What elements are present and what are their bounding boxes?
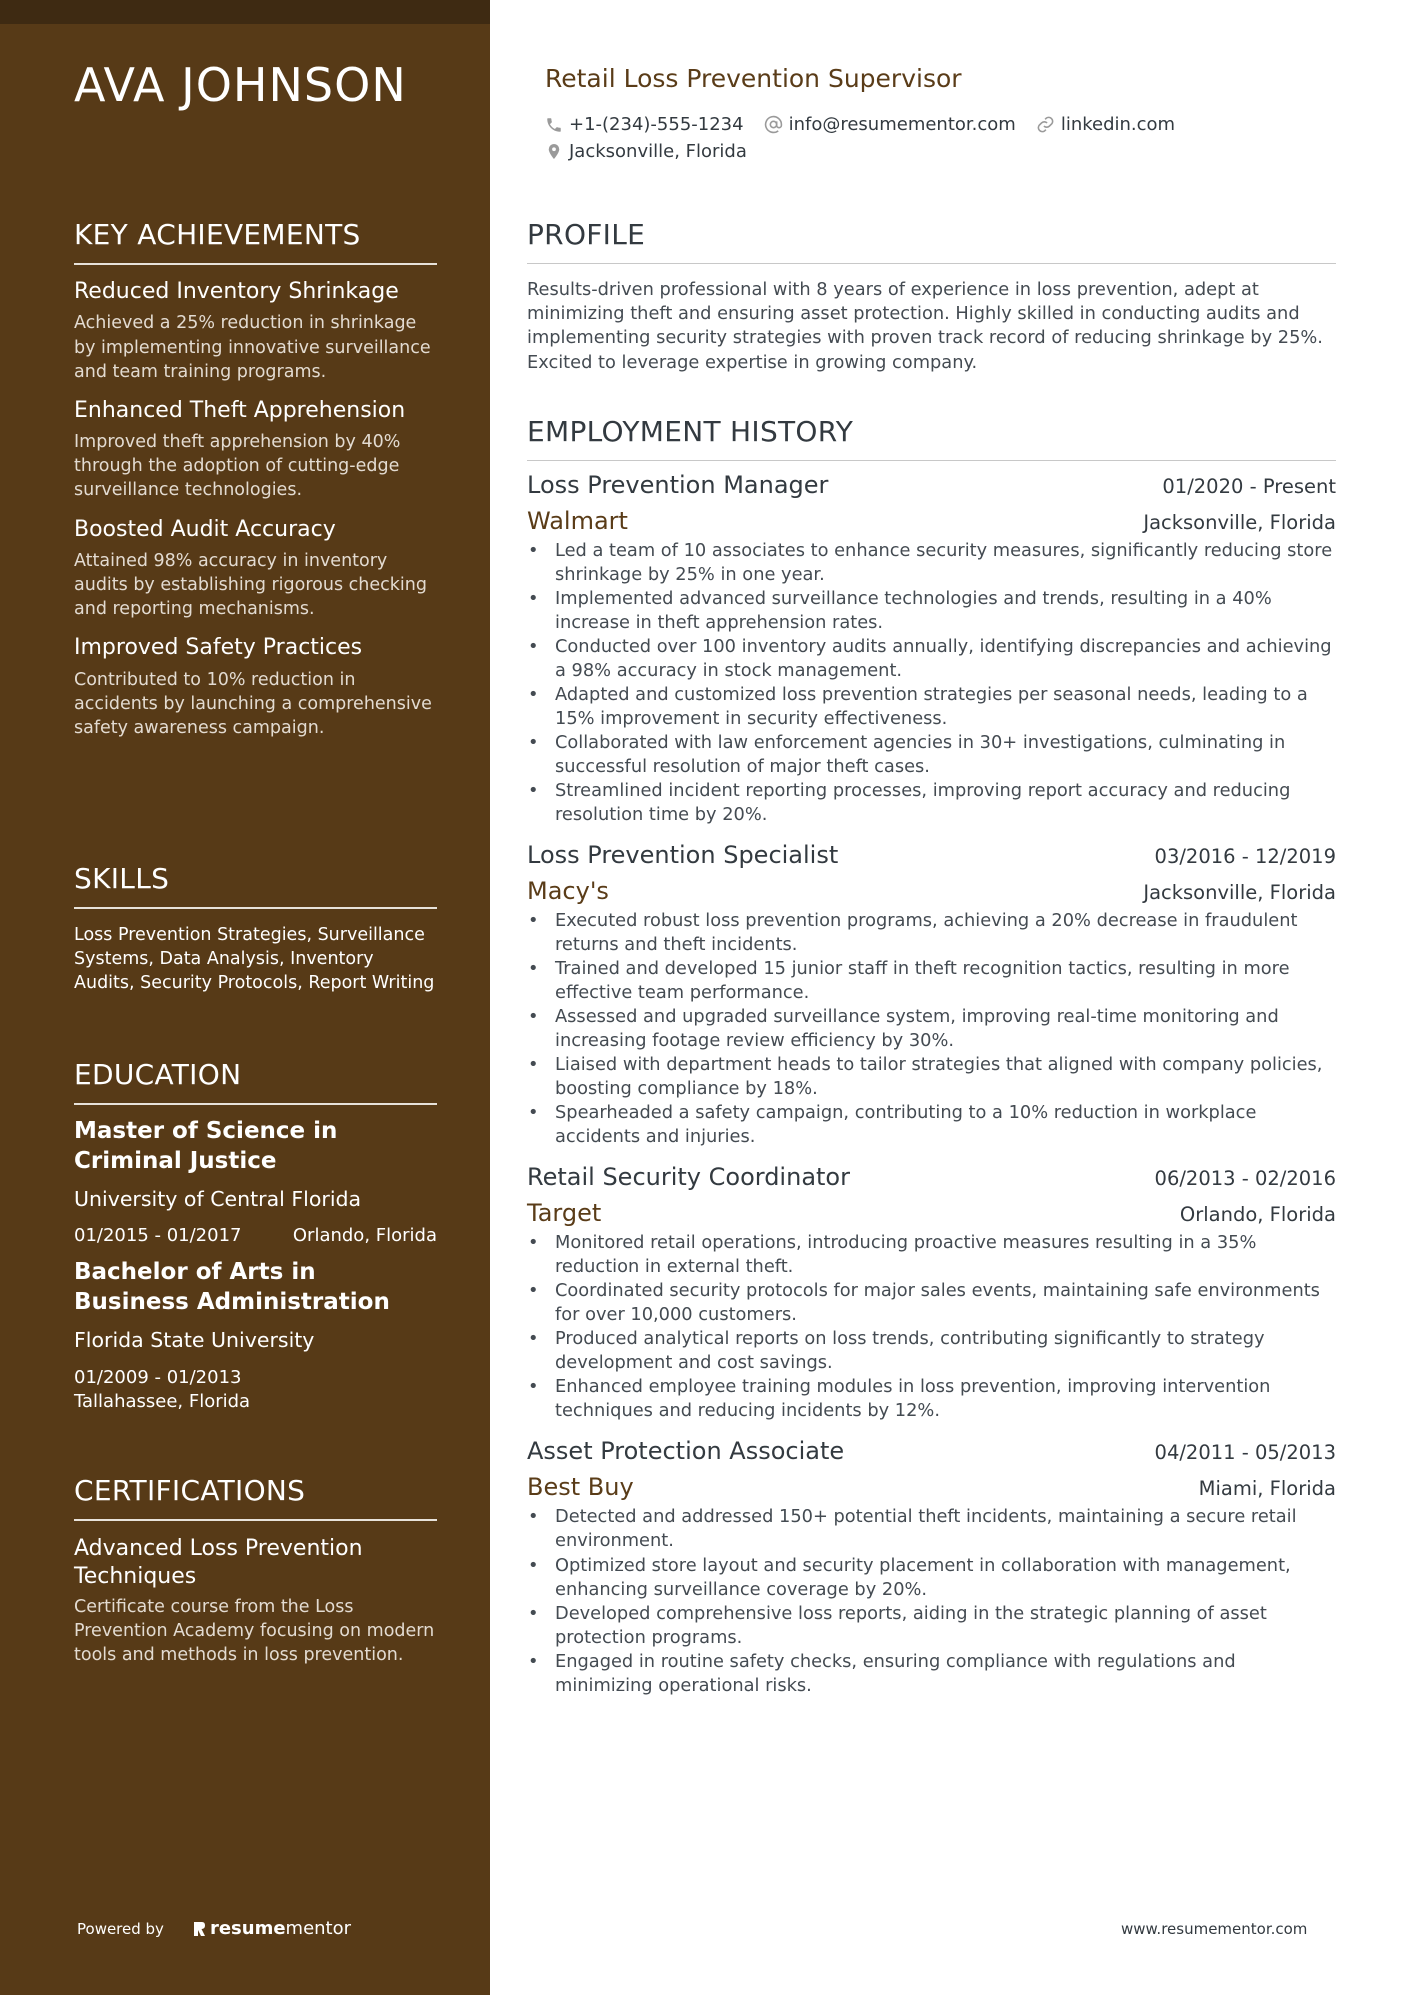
employment-history-section — [527, 415, 1336, 1698]
skills-list: Loss Prevention Strategies, Surveillance Systems, Data Analysis, Inventory Audits, Security Protocols, Report Writing — [74, 925, 435, 994]
certification-description: Certificate course from the Loss Prevention Academy focusing on modern tools and methods in loss prevention. — [74, 1596, 435, 1666]
job-bullet: • Led a team of 10 associates to enhance security measures, significantly reducing store shrinkage by 25% in one year. — [527, 539, 1336, 587]
job-entry — [527, 1163, 1336, 1423]
job-bullet: • Developed comprehensive loss reports, aiding in the strategic planning of asset protection programs. — [527, 1602, 1336, 1650]
job-dates: 04/2011 - 05/2013 — [1154, 1441, 1336, 1465]
education-item — [74, 1258, 437, 1414]
certification-title: Advanced Loss Prevention Techniques — [74, 1536, 363, 1589]
job-header — [527, 471, 1336, 499]
achievement-description: Improved theft apprehension by 40% through the adoption of cutting-edge surveillance technologies. — [74, 432, 401, 501]
job-bullet: • Detected and addressed 150+ potential theft incidents, maintaining a secure retail environment. — [527, 1505, 1336, 1553]
job-bullet: • Executed robust loss prevention programs, achieving a 20% decrease in fraudulent returns and theft incidents. — [527, 909, 1336, 957]
education-dates: 01/2009 - 01/2013 — [74, 1366, 242, 1388]
job-company: Target — [527, 1199, 602, 1228]
job-role: Loss Prevention Manager — [527, 471, 829, 499]
job-bullet: • Conducted over 100 inventory audits annually, identifying discrepancies and achieving a 98% accuracy in stock management. — [527, 635, 1336, 683]
job-company: Walmart — [527, 507, 628, 535]
achievement-description: Contributed to 10% reduction in accidents by launching a comprehensive safety awareness campaign. — [74, 669, 432, 739]
job-role: Loss Prevention Specialist — [527, 841, 839, 870]
certification-item — [74, 1535, 437, 1667]
job-subheader — [527, 1473, 1336, 1501]
certifications-section — [74, 1474, 437, 1667]
certifications-heading: CERTIFICATIONS — [74, 1474, 437, 1521]
job-bullet: • Assessed and upgraded surveillance system, improving real-time monitoring and increasing footage review efficiency by 30%. — [527, 1005, 1336, 1053]
skills-heading: SKILLS — [74, 862, 437, 909]
job-bullet: • Coordinated security protocols for major sales events, maintaining safe environments for over 10,000 customers. — [527, 1279, 1336, 1327]
achievement-item — [74, 517, 437, 622]
job-location: Jacksonville, Florida — [1143, 511, 1336, 534]
contact-location — [545, 141, 747, 162]
skills-section — [74, 862, 437, 995]
footer-website-link[interactable]: www.resumementor.com — [1121, 1920, 1308, 1938]
education-heading: EDUCATION — [74, 1058, 437, 1105]
candidate-name: AVA JOHNSON — [74, 58, 407, 112]
contact-linkedin[interactable] — [1036, 114, 1175, 135]
key-achievements-heading: KEY ACHIEVEMENTS — [74, 218, 437, 265]
profile-text: Results-driven professional with 8 years of experience in loss prevention, adept at minimizing theft and ensuring asset protection. Highly skilled in conducting audits and implementing security strategies with proven track record of reducing shrinkage by 25%. Excited to leverage expertise in growing company. — [527, 279, 1323, 373]
achievement-item — [74, 398, 437, 503]
at-sign-icon — [764, 115, 783, 134]
job-header — [527, 1163, 1336, 1191]
job-company: Macy's — [527, 877, 609, 906]
job-bullets — [527, 1505, 1336, 1697]
job-entry — [527, 471, 1336, 827]
job-bullet: • Streamlined incident reporting processes, improving report accuracy and reducing resolution time by 20%. — [527, 779, 1336, 827]
achievement-title: Enhanced Theft Apprehension — [74, 397, 406, 423]
job-bullet: • Liaised with department heads to tailor strategies that aligned with company policies, boosting compliance by 18%. — [527, 1053, 1336, 1101]
job-location: Jacksonville, Florida — [1143, 881, 1336, 905]
achievement-item — [74, 279, 437, 384]
job-bullet: • Adapted and customized loss prevention strategies per seasonal needs, leading to a 15% improvement in security effectiveness. — [527, 683, 1336, 731]
profile-heading: PROFILE — [527, 218, 1336, 264]
location-text: Jacksonville, Florida — [569, 141, 747, 162]
education-section — [74, 1058, 437, 1414]
phone-text: +1-(234)-555-1234 — [569, 114, 744, 135]
job-dates: 01/2020 - Present — [1162, 475, 1336, 498]
job-subheader — [527, 1199, 1336, 1227]
education-degree: Bachelor of Arts in Business Administration — [74, 1258, 390, 1315]
job-subheader — [527, 877, 1336, 905]
employment-history-heading: EMPLOYMENT HISTORY — [527, 415, 1336, 461]
job-dates: 03/2016 - 12/2019 — [1154, 845, 1336, 869]
job-header — [527, 1437, 1336, 1465]
contact-row-2 — [545, 141, 767, 162]
education-location: Orlando, Florida — [292, 1224, 437, 1246]
resumementor-logo-icon — [192, 1920, 206, 1938]
achievement-title: Reduced Inventory Shrinkage — [74, 279, 399, 304]
phone-icon — [545, 116, 563, 134]
education-school: Florida State University — [74, 1327, 315, 1352]
location-pin-icon — [545, 142, 563, 161]
job-entry — [527, 1437, 1336, 1697]
job-subheader — [527, 507, 1336, 535]
job-location: Miami, Florida — [1198, 1477, 1336, 1501]
sidebar-top-bar — [0, 0, 490, 24]
job-bullets — [527, 539, 1336, 827]
contact-email[interactable] — [764, 114, 1016, 135]
education-item — [74, 1117, 437, 1246]
powered-by-label: Powered by — [77, 1919, 164, 1938]
job-bullet: • Spearheaded a safety campaign, contributing to a 10% reduction in workplace accidents and injuries. — [527, 1101, 1336, 1149]
education-location: Tallahassee, Florida — [74, 1390, 251, 1412]
job-bullet: • Produced analytical reports on loss trends, contributing significantly to strategy development and cost savings. — [527, 1327, 1336, 1375]
contact-phone[interactable] — [545, 114, 744, 135]
job-bullet: • Implemented advanced surveillance technologies and trends, resulting in a 40% increase in theft apprehension rates. — [527, 587, 1336, 635]
education-school: University of Central Florida — [74, 1186, 362, 1211]
education-dates: 01/2015 - 01/2017 — [74, 1224, 242, 1246]
sidebar — [0, 0, 490, 1995]
job-dates: 06/2013 - 02/2016 — [1154, 1167, 1336, 1191]
job-bullets — [527, 909, 1336, 1149]
linkedin-text: linkedin.com — [1060, 114, 1176, 135]
education-meta — [74, 1225, 437, 1246]
job-location: Orlando, Florida — [1179, 1203, 1336, 1227]
achievement-description: Achieved a 25% reduction in shrinkage by implementing innovative surveillance and team training programs. — [74, 313, 431, 382]
job-header — [527, 841, 1336, 869]
job-bullet: • Engaged in routine safety checks, ensuring compliance with regulations and minimizing operational risks. — [527, 1650, 1336, 1698]
achievement-description: Attained 98% accuracy in inventory audits by establishing rigorous checking and reporting mechanisms. — [74, 551, 427, 620]
job-bullet: • Trained and developed 15 junior staff in theft recognition tactics, resulting in more effective team performance. — [527, 957, 1336, 1005]
job-bullet: • Enhanced employee training modules in loss prevention, improving intervention techniques and reducing incidents by 12%. — [527, 1375, 1336, 1423]
achievement-title: Improved Safety Practices — [74, 635, 363, 661]
target-job-title: Retail Loss Prevention Supervisor — [545, 64, 962, 93]
job-bullet: • Optimized store layout and security placement in collaboration with management, enhancing surveillance coverage by 20%. — [527, 1554, 1336, 1602]
achievement-title: Boosted Audit Accuracy — [74, 516, 336, 542]
resumementor-logo[interactable] — [192, 1918, 351, 1939]
key-achievements-section — [74, 218, 437, 740]
education-degree: Master of Science in Criminal Justice — [74, 1118, 338, 1174]
contact-row-1 — [545, 114, 1195, 135]
brand-bold: resume — [209, 1918, 286, 1939]
email-text: info@resumementor.com — [788, 114, 1016, 135]
achievement-item — [74, 635, 437, 740]
job-bullets — [527, 1231, 1336, 1423]
job-entry — [527, 841, 1336, 1149]
brand-light: mentor — [285, 1918, 352, 1939]
education-meta — [74, 1366, 437, 1415]
link-icon — [1036, 115, 1055, 134]
job-role: Asset Protection Associate — [527, 1437, 845, 1466]
profile-section — [527, 218, 1336, 375]
job-company: Best Buy — [527, 1473, 634, 1502]
job-bullet: • Monitored retail operations, introducing proactive measures resulting in a 35% reduction in external theft. — [527, 1231, 1336, 1279]
powered-by — [77, 1918, 351, 1939]
job-bullet: • Collaborated with law enforcement agencies in 30+ investigations, culminating in successful resolution of major theft cases. — [527, 731, 1336, 779]
job-role: Retail Security Coordinator — [527, 1163, 850, 1192]
